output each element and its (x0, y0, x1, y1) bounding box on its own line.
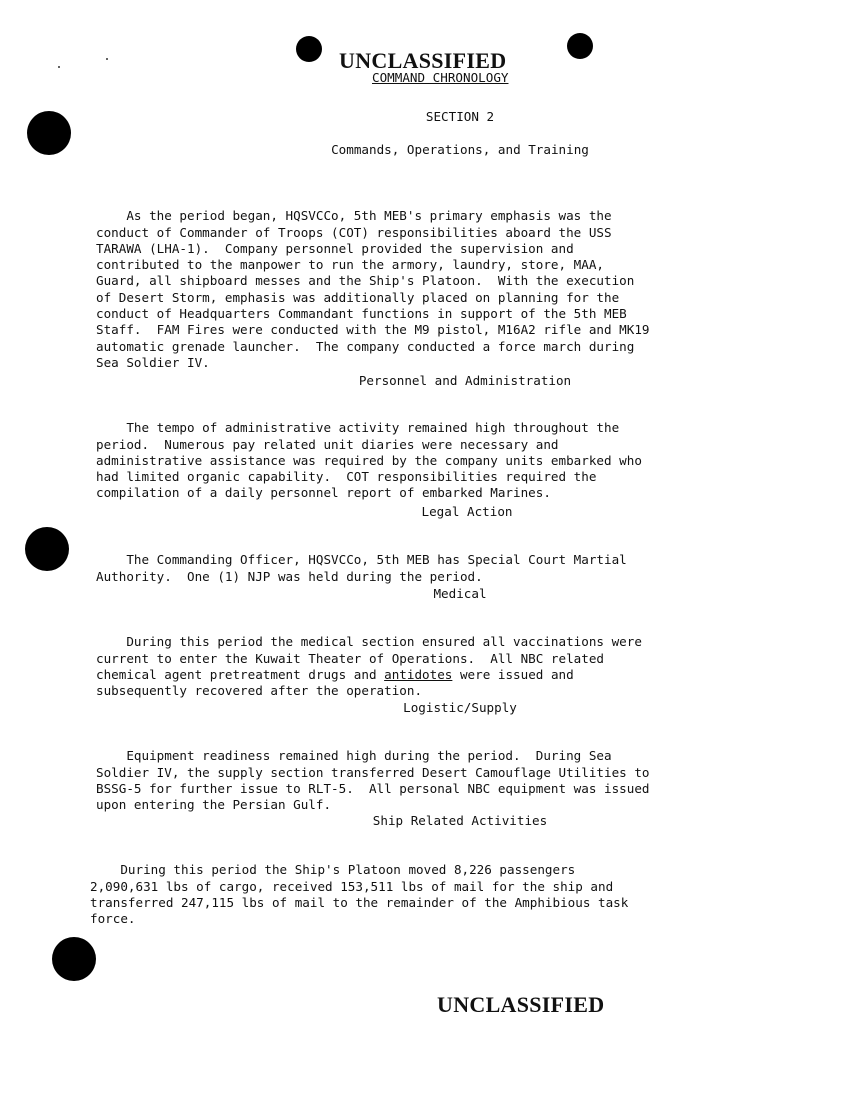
text-line: Soldier IV, the supply section transferred Desert Camouflage Utilities to (96, 764, 650, 780)
text-line: Sea Soldier IV. (96, 354, 210, 370)
punch-hole-top-left (296, 36, 322, 62)
text-line: The Commanding Officer, HQSVCCo, 5th MEB has Special Court Martial (96, 552, 627, 568)
text-segment: chemical agent pretreatment drugs and (96, 666, 385, 682)
legal-paragraph (96, 536, 627, 585)
text-line: conduct of Commander of Troops (COT) responsibilities aboard the USS (96, 224, 612, 240)
ship-heading: Ship Related Activities (372, 813, 548, 828)
text-line: transferred 247,115 lbs of mail to the remainder of the Amphibious task (90, 894, 629, 910)
classification-header: UNCLASSIFIED (339, 48, 507, 73)
text-line: 2,090,631 lbs of cargo, received 153,511 lbs of mail for the ship and (90, 878, 614, 894)
text-line: As the period began, HQSVCCo, 5th MEB's primary emphasis was the (96, 208, 612, 224)
text-line: period. Numerous pay related unit diaries were necessary and (96, 436, 559, 452)
punch-hole-left-middle (25, 527, 69, 571)
punch-hole-left-bottom (52, 937, 96, 981)
text-line: contributed to the manpower to run the armory, laundry, store, MAA, (96, 257, 604, 273)
text-line: TARAWA (LHA-1). Company personnel provided the supervision and (96, 240, 574, 256)
legal-heading: Legal Action (421, 504, 513, 519)
text-line: subsequently recovered after the operation. (96, 683, 423, 699)
text-line: The tempo of administrative activity remained high throughout the (96, 420, 620, 436)
section-title: Commands, Operations, and Training (331, 142, 589, 157)
text-line: During this period the medical section ensured all vaccinations were (96, 634, 642, 650)
text-line: upon entering the Persian Gulf. (96, 797, 332, 813)
personnel-heading: Personnel and Administration (358, 373, 572, 388)
text-line: administrative assistance was required by the company units embarked who (96, 452, 642, 468)
classification-footer: UNCLASSIFIED (437, 992, 605, 1017)
underlined-word: antidotes (384, 666, 453, 682)
section-number: SECTION 2 (425, 109, 495, 124)
logistics-heading: Logistic/Supply (403, 700, 517, 715)
text-line: compilation of a daily personnel report of embarked Marines. (96, 485, 551, 501)
text-line: Guard, all shipboard messes and the Ship's Platoon. With the execution (96, 273, 635, 289)
text-line (96, 667, 574, 682)
text-line: conduct of Headquarters Commandant functions in support of the 5th MEB (96, 306, 627, 322)
text-line: Authority. One (1) NJP was held during the period. (96, 568, 483, 584)
intro-paragraph (96, 192, 650, 371)
text-segment: were issued and (452, 666, 574, 682)
personnel-paragraph (96, 404, 642, 502)
punch-hole-top-right (567, 33, 593, 59)
medical-paragraph (96, 618, 642, 699)
text-line: During this period the Ship's Platoon moved 8,226 passengers (90, 862, 576, 878)
text-line: of Desert Storm, emphasis was additionally placed on planning for the (96, 289, 620, 305)
text-line: BSSG-5 for further issue to RLT-5. All personal NBC equipment was issued (96, 780, 650, 796)
logistics-paragraph (96, 732, 650, 813)
text-line: automatic grenade launcher. The company conducted a force march during (96, 338, 635, 354)
text-line: current to enter the Kuwait Theater of Operations. All NBC related (96, 650, 604, 666)
speck-mark (106, 58, 108, 60)
medical-heading: Medical (433, 586, 487, 601)
ship-paragraph (90, 846, 628, 927)
text-line: Equipment readiness remained high during the period. During Sea (96, 748, 612, 764)
text-line: had limited organic capability. COT responsibilities required the (96, 469, 597, 485)
text-line: force. (90, 911, 136, 927)
document-subtitle: COMMAND CHRONOLOGY (372, 70, 509, 85)
speck-mark (58, 66, 60, 68)
text-line: Staff. FAM Fires were conducted with the M9 pistol, M16A2 rifle and MK19 (96, 322, 650, 338)
